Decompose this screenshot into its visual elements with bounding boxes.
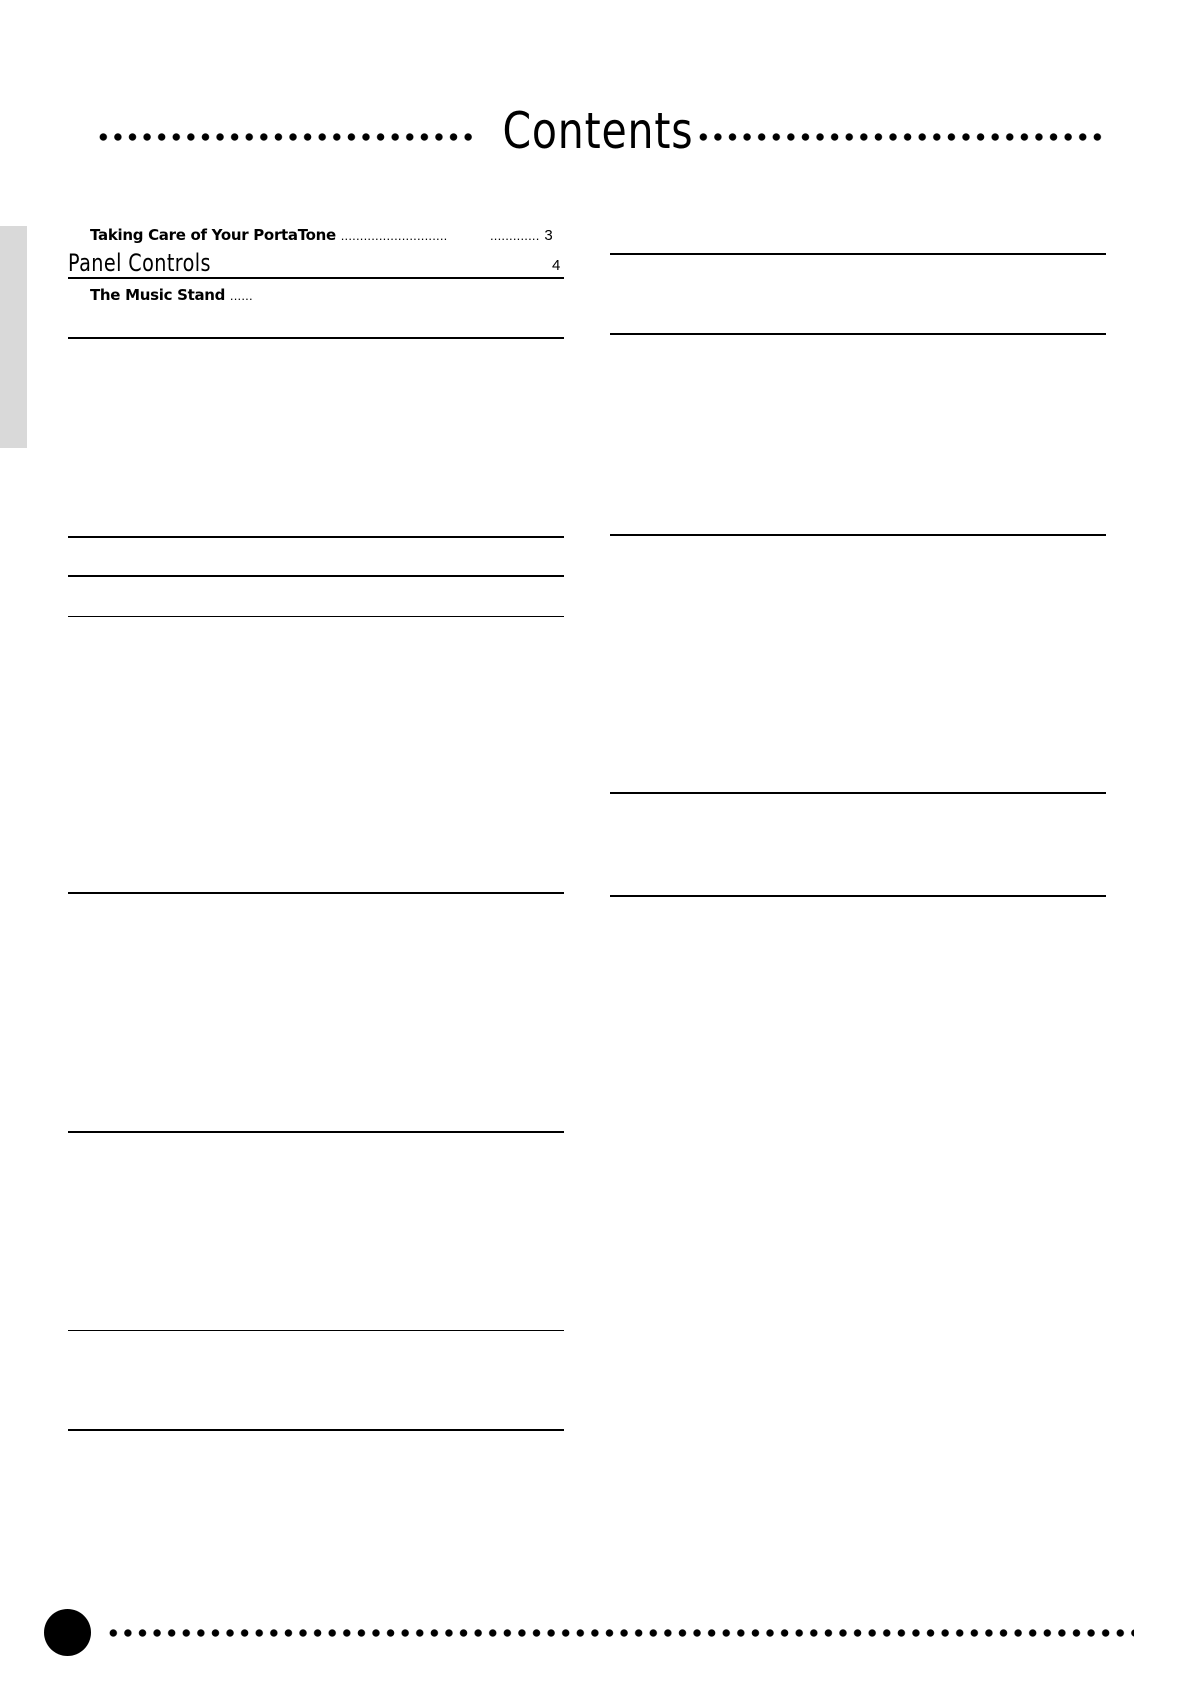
section-rule — [68, 1330, 564, 1331]
section-rule — [68, 892, 564, 894]
toc-leader: ............................ — [340, 228, 448, 243]
section-rule — [610, 895, 1106, 897]
section-rule — [610, 792, 1106, 794]
toc-page-number: 3 — [544, 227, 553, 244]
section-rule — [68, 277, 564, 279]
footer-dots — [106, 1626, 1134, 1640]
side-tab-marker — [0, 226, 27, 448]
toc-leader: ...... — [229, 288, 253, 303]
section-page-number: 4 — [552, 257, 561, 274]
title-dots-right — [696, 130, 1106, 144]
page-number-circle — [44, 1609, 91, 1656]
page-title: Contents — [502, 102, 694, 160]
toc-entry-label: Taking Care of Your PortaTone — [90, 226, 336, 244]
section-rule — [610, 253, 1106, 255]
section-rule — [68, 575, 564, 577]
section-rule — [68, 1131, 564, 1133]
toc-leader: ............. — [490, 228, 540, 243]
title-dots-left — [96, 130, 476, 144]
section-rule — [68, 536, 564, 538]
toc-entry-taking-care[interactable] — [90, 226, 447, 245]
section-rule — [610, 333, 1106, 335]
section-rule — [68, 337, 564, 339]
section-rule — [610, 534, 1106, 536]
section-rule — [68, 616, 564, 617]
section-heading-panel-controls[interactable]: Panel Controls — [68, 249, 211, 277]
toc-entry-taking-care-page — [490, 226, 553, 245]
page-header — [96, 96, 1106, 166]
section-rule — [68, 1429, 564, 1431]
toc-entry-label: The Music Stand — [90, 286, 226, 304]
toc-entry-music-stand[interactable] — [90, 286, 253, 305]
